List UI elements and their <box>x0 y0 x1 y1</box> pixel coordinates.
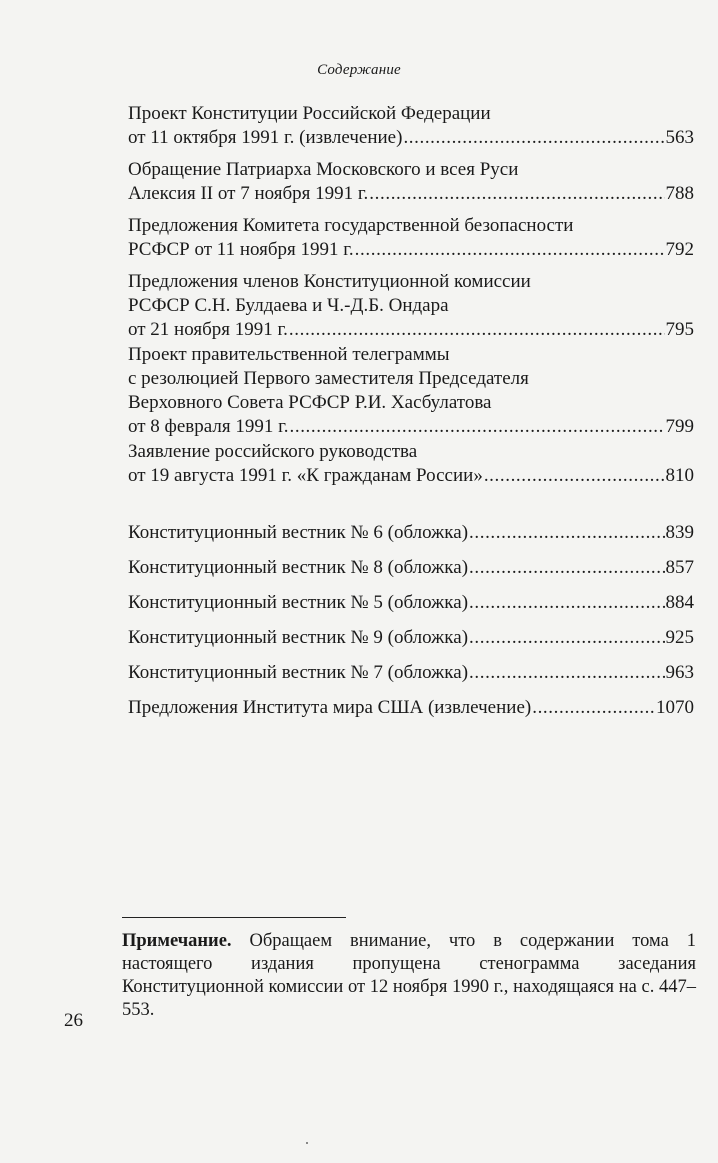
toc-entry <box>128 102 694 150</box>
toc-page-number: 839 <box>665 522 694 543</box>
toc-page-number: 810 <box>665 465 694 486</box>
toc-entry-last-line <box>128 661 694 685</box>
toc-entry-title: Алексия II от 7 ноября 1991 г. <box>128 183 369 204</box>
toc-leader-dots <box>532 696 655 720</box>
toc-entry-title: от 11 октября 1991 г. (извлечение) <box>128 127 403 148</box>
toc-entry-title: Предложения Института мира США (извлечение) <box>128 697 532 718</box>
toc-entry-last-line <box>128 626 694 650</box>
toc-entry-title: Конституционный вестник № 8 (обложка) <box>128 557 469 578</box>
toc-leader-dots <box>469 556 664 580</box>
running-header: Содержание <box>317 62 401 78</box>
toc-entry-last-line <box>128 556 694 580</box>
toc-entry-last-line <box>128 521 694 545</box>
toc-entry <box>128 626 694 650</box>
toc-entry-last-line <box>128 591 694 615</box>
toc-page-number: 799 <box>665 416 694 437</box>
toc-entry <box>128 270 694 342</box>
toc-entry <box>128 214 694 262</box>
toc-entry-title: от 19 августа 1991 г. «К гражданам России» <box>128 465 483 486</box>
toc-entry-line: Верховного Совета РСФСР Р.И. Хасбулатова <box>128 392 492 413</box>
toc-entry <box>128 591 694 615</box>
toc-leader-dots <box>289 318 665 342</box>
toc-entry <box>128 696 694 720</box>
toc-entry-line: Предложения Комитета государственной безопасности <box>128 215 574 236</box>
footnote <box>122 930 696 1022</box>
footnote-text: Обращаем внимание, что в содержании тома 1 настоящего издания пропущена стенограмма заседания Конституционной комиссии от 12 ноября 1990 г., находящаяся на с. 447–553. <box>122 931 696 1020</box>
footnote-label: Примечание. <box>122 931 232 951</box>
toc-page-number: 857 <box>665 557 694 578</box>
toc-leader-dots <box>369 182 664 206</box>
toc-leader-dots <box>355 238 665 262</box>
toc-leader-dots <box>469 591 664 615</box>
toc-page-number: 795 <box>665 319 694 340</box>
toc-entry-last-line <box>128 464 694 488</box>
toc-entry <box>128 440 694 488</box>
toc-page-number: 884 <box>665 592 694 613</box>
toc-entry <box>128 158 694 206</box>
toc-entry-title: Конституционный вестник № 9 (обложка) <box>128 627 469 648</box>
toc-leader-dots <box>484 464 665 488</box>
footnote-rule <box>122 917 346 918</box>
print-speck <box>306 1142 308 1144</box>
toc-leader-dots <box>403 126 664 150</box>
toc-entry-title: от 8 февраля 1991 г. <box>128 416 289 437</box>
toc-entry-last-line <box>128 126 694 150</box>
toc-entry-line: Предложения членов Конституционной комиссии <box>128 271 531 292</box>
toc-entry-last-line <box>128 318 694 342</box>
toc-entry-title: от 21 ноября 1991 г. <box>128 319 288 340</box>
toc-entry-line: Обращение Патриарха Московского и всея Руси <box>128 159 519 180</box>
toc-entry-line: Заявление российского руководства <box>128 441 418 462</box>
toc-entry <box>128 661 694 685</box>
toc-page-number: 788 <box>665 183 694 204</box>
page-number: 26 <box>64 1010 83 1031</box>
toc-page-number: 925 <box>665 627 694 648</box>
toc-entry-title: Конституционный вестник № 6 (обложка) <box>128 522 469 543</box>
toc-entry-line: Проект правительственной телеграммы <box>128 344 450 365</box>
toc-page-number: 792 <box>665 239 694 260</box>
toc-page-number: 1070 <box>656 697 694 718</box>
toc-entry-last-line <box>128 182 694 206</box>
toc-leader-dots <box>290 415 665 439</box>
toc-entry-title: Конституционный вестник № 5 (обложка) <box>128 592 469 613</box>
toc-entry-title: РСФСР от 11 ноября 1991 г. <box>128 239 354 260</box>
toc-entry-line: с резолюцией Первого заместителя Председателя <box>128 368 529 389</box>
toc-entry-line: РСФСР С.Н. Булдаева и Ч.-Д.Б. Ондара <box>128 295 449 316</box>
toc-leader-dots <box>469 521 664 545</box>
toc-leader-dots <box>469 661 664 685</box>
toc-entry <box>128 521 694 545</box>
toc-entry <box>128 556 694 580</box>
toc-entry-last-line <box>128 696 694 720</box>
toc-entry-title: Конституционный вестник № 7 (обложка) <box>128 662 469 683</box>
toc-entry-last-line <box>128 238 694 262</box>
toc-leader-dots <box>469 626 664 650</box>
toc-entry-line: Проект Конституции Российской Федерации <box>128 103 491 124</box>
toc-page-number: 963 <box>665 662 694 683</box>
toc-page-number: 563 <box>665 127 694 148</box>
toc-entry-last-line <box>128 415 694 439</box>
toc-entry <box>128 343 694 439</box>
